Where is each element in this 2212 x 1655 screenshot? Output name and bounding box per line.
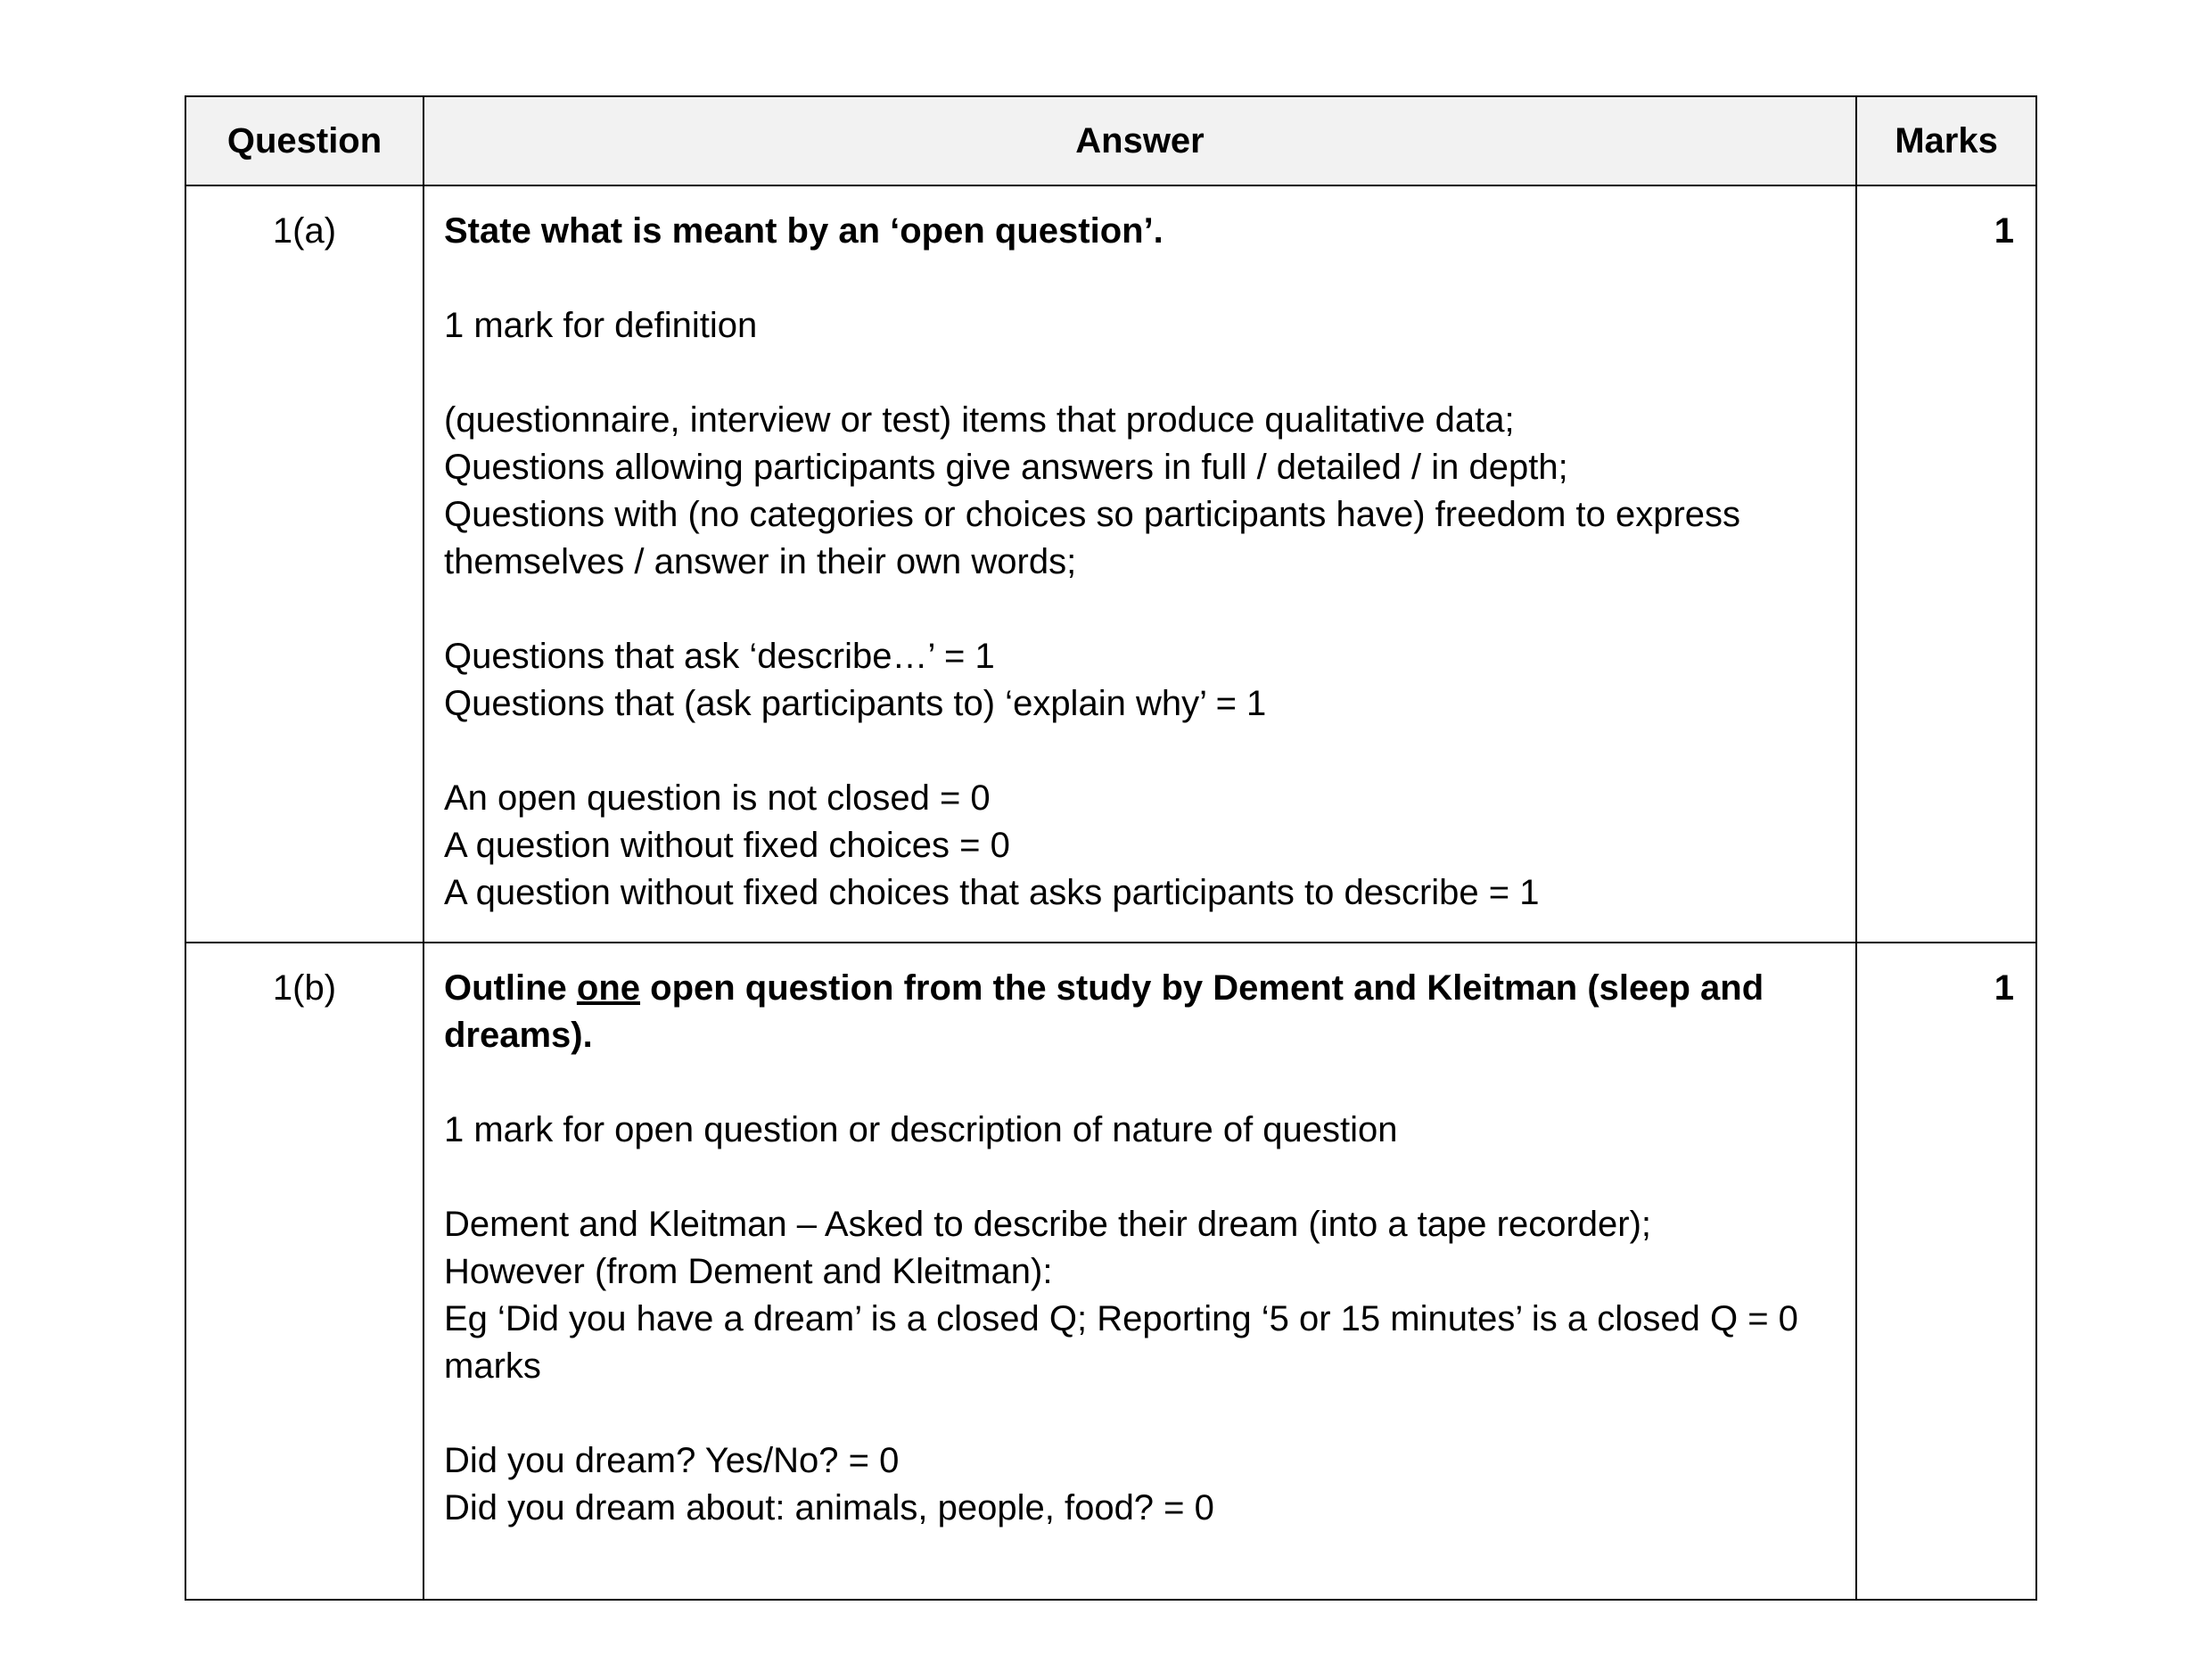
scoring-examples — [444, 775, 1832, 917]
mark-guidance: 1 mark for open question or description of nature of question — [444, 1110, 1398, 1149]
scoring-example: Did you dream? Yes/No? = 0 — [444, 1441, 900, 1480]
mark-guidance: 1 mark for definition — [444, 306, 758, 345]
answer-cell — [423, 185, 1856, 943]
table-row — [185, 943, 2036, 1600]
acceptable-answers — [444, 1201, 1832, 1390]
marks-value: 1 — [1856, 185, 2036, 943]
answer-point: Eg ‘Did you have a dream’ is a closed Q; Reporting ‘5 or 15 minutes’ is a closed Q = 0 marks — [444, 1299, 1798, 1386]
answer-point: However (from Dement and Kleitman): — [444, 1252, 1053, 1291]
acceptable-answers — [444, 397, 1832, 586]
scoring-example: Questions that (ask participants to) ‘explain why’ = 1 — [444, 684, 1267, 723]
header-answer: Answer — [423, 96, 1856, 185]
table-row — [185, 185, 2036, 943]
scoring-example: A question without fixed choices that asks participants to describe = 1 — [444, 873, 1540, 912]
answer-cell — [423, 943, 1856, 1600]
answer-point: Dement and Kleitman – Asked to describe their dream (into a tape recorder); — [444, 1205, 1652, 1244]
answer-point: Questions allowing participants give answers in full / detailed / in depth; — [444, 448, 1568, 487]
scoring-example: An open question is not closed = 0 — [444, 778, 991, 818]
question-prompt — [444, 965, 1832, 1059]
question-number: 1(a) — [185, 185, 423, 943]
scoring-example: A question without fixed choices = 0 — [444, 826, 1010, 865]
prompt-text: open question from the study by Dement and Kleitman (sleep and dreams). — [444, 968, 1764, 1055]
question-number: 1(b) — [185, 943, 423, 1600]
header-question: Question — [185, 96, 423, 185]
question-prompt: State what is meant by an ‘open question’. — [444, 211, 1164, 251]
scoring-examples — [444, 1437, 1832, 1532]
prompt-underlined-word: one — [576, 968, 641, 1008]
header-marks: Marks — [1856, 96, 2036, 185]
scoring-examples — [444, 633, 1832, 728]
scoring-example: Did you dream about: animals, people, food? = 0 — [444, 1488, 1214, 1527]
answer-point: Questions with (no categories or choices so participants have) freedom to express themselves / answer in their own words; — [444, 495, 1741, 581]
marks-value: 1 — [1856, 943, 2036, 1600]
prompt-text: Outline — [444, 968, 577, 1008]
answer-point: (questionnaire, interview or test) items that produce qualitative data; — [444, 400, 1515, 440]
scoring-example: Questions that ask ‘describe…’ = 1 — [444, 637, 995, 676]
table-header-row — [185, 96, 2036, 185]
mark-scheme-table — [185, 95, 2037, 1601]
